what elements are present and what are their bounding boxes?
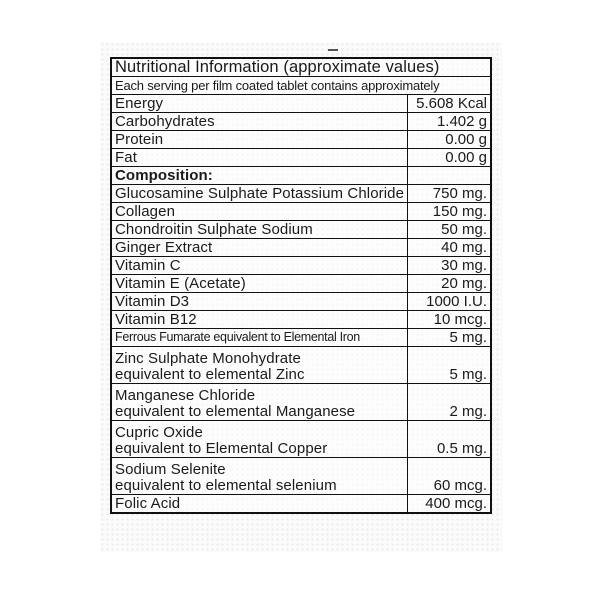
ingredient-line-1: Zinc Sulphate Monohydrate [115,350,301,367]
ingredient-name: Ginger Extract [111,239,408,257]
ingredient-name [111,384,408,421]
ingredient-amount: 40 mg. [408,239,491,257]
ingredient-amount: 30 mg. [408,257,491,275]
nutrient-name: Protein [111,131,408,149]
nutrient-value: 5.608 Kcal [408,95,491,113]
ingredient-amount: 400 mcg. [408,495,491,514]
ingredient-amount: 60 mcg. [408,458,491,495]
composition-row [111,347,491,384]
nutrient-value: 1.402 g [408,113,491,131]
ingredient-name: Glucosamine Sulphate Potassium Chloride [111,185,408,203]
ingredient-name [111,347,408,384]
composition-row [111,293,491,311]
composition-heading: Composition: [111,167,408,185]
ingredient-amount: 50 mg. [408,221,491,239]
table-title: Nutritional Information (approximate values) [111,58,491,77]
ingredient-name: Vitamin C [111,257,408,275]
ingredient-amount: 5 mg. [408,329,491,347]
nutrition-row [111,95,491,113]
composition-row [111,384,491,421]
nutrition-table [110,57,492,514]
ingredient-line-1: Manganese Chloride [115,387,256,404]
ingredient-name: Folic Acid [111,495,408,514]
composition-row [111,185,491,203]
composition-row [111,239,491,257]
composition-row [111,275,491,293]
foil-mark [328,49,338,51]
ingredient-amount: 20 mg. [408,275,491,293]
composition-heading-row [111,167,491,185]
subtitle-row [111,77,491,95]
composition-row [111,495,491,514]
ingredient-amount: 750 mg. [408,185,491,203]
ingredient-name [111,458,408,495]
nutrient-value: 0.00 g [408,149,491,167]
ingredient-line-1: Sodium Selenite [115,461,226,478]
ingredient-line-2: equivalent to Elemental Copper [115,440,328,457]
ingredient-name: Chondroitin Sulphate Sodium [111,221,408,239]
composition-row [111,311,491,329]
composition-row [111,329,491,347]
composition-row [111,458,491,495]
nutrient-value: 0.00 g [408,131,491,149]
ingredient-line-1: Cupric Oxide [115,424,203,441]
ingredient-name: Ferrous Fumarate equivalent to Elemental Iron [111,329,408,347]
ingredient-amount: 5 mg. [408,347,491,384]
composition-row [111,257,491,275]
nutrition-row [111,149,491,167]
nutrient-name: Fat [111,149,408,167]
ingredient-line-2: equivalent to elemental Manganese [115,403,356,420]
ingredient-line-2: equivalent to elemental selenium [115,477,337,494]
ingredient-amount: 10 mcg. [408,311,491,329]
ingredient-amount: 2 mg. [408,384,491,421]
serving-description: Each serving per film coated tablet contains approximately [111,77,491,95]
nutrition-row [111,131,491,149]
ingredient-name: Vitamin D3 [111,293,408,311]
ingredient-amount: 150 mg. [408,203,491,221]
ingredient-amount: 1000 I.U. [408,293,491,311]
nutrient-name: Energy [111,95,408,113]
composition-row [111,421,491,458]
ingredient-line-2: equivalent to elemental Zinc [115,366,305,383]
composition-row [111,203,491,221]
composition-row [111,221,491,239]
nutrition-row [111,113,491,131]
ingredient-amount: 0.5 mg. [408,421,491,458]
ingredient-name: Vitamin B12 [111,311,408,329]
nutrient-name: Carbohydrates [111,113,408,131]
ingredient-name: Vitamin E (Acetate) [111,275,408,293]
ingredient-name [111,421,408,458]
ingredient-name: Collagen [111,203,408,221]
title-row [111,58,491,77]
empty-cell [408,167,491,185]
